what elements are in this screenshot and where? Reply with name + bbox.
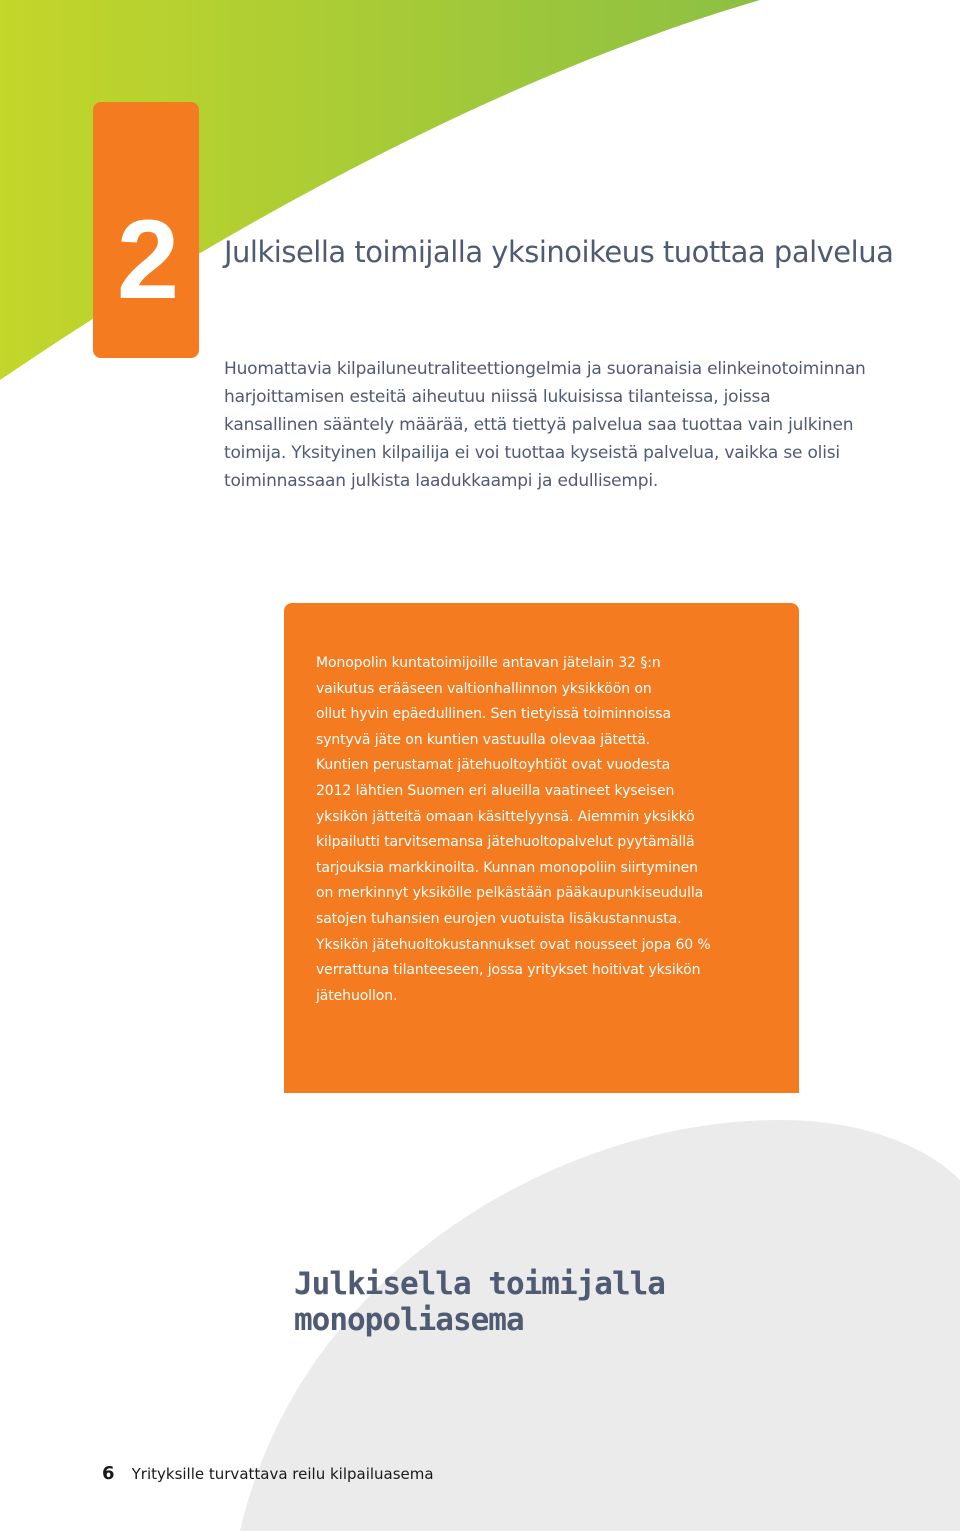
callout-line: yksikön jätteitä omaan käsittelyynsä. Aiemmin yksikkö [316,808,695,825]
callout-line: tarjouksia markkinoilta. Kunnan monopoliin siirtyminen [316,859,698,876]
callout-line: satojen tuhansien eurojen vuotuista lisäkustannusta. [316,910,682,927]
bottom-heading-line: Julkisella toimijalla [294,1266,665,1302]
callout-line: vaikutus erääseen valtionhallinnon yksikköön on [316,680,652,697]
callout-line: Kuntien perustamat jätehuoltoyhtiöt ovat vuodesta [316,757,671,774]
page-footer [102,1463,434,1484]
footer-title: Yrityksille turvattava reilu kilpailuasema [131,1465,434,1483]
callout-line: syntyvä jäte on kuntien vastuulla olevaa jätettä. [316,731,651,748]
bottom-heading [294,1266,665,1338]
intro-line: toiminnassaan julkista laadukkaampi ja edullisempi. [224,471,659,491]
callout-line: Monopolin kuntatoimijoille antavan jätelain 32 §:n [316,655,661,671]
callout-line: on merkinnyt yksikölle pelkästään pääkaupunkiseudulla [316,885,704,902]
callout-line: jätehuollon. [316,987,398,1004]
callout-line: 2012 lähtien Suomen eri alueilla vaatineet kyseisen [316,782,675,799]
section-title: Julkisella toimijalla yksinoikeus tuottaa palvelua [224,235,894,269]
callout-line: verrattuna tilanteeseen, jossa yritykset hoitivat yksikön [316,962,701,979]
callout-line: Yksikön jätehuoltokustannukset ovat nousseet jopa 60 % [316,936,711,953]
page-number: 6 [102,1463,115,1484]
intro-line: kansallinen sääntely määrää, että tiettyä palvelua saa tuottaa vain julkinen [224,415,854,435]
intro-line: harjoittamisen esteitä aiheutuu niissä lukuisissa tilanteissa, joissa [224,387,771,407]
intro-line: toimija. Yksityinen kilpailija ei voi tuottaa kyseistä palvelua, vaikka se olisi [224,443,840,463]
intro-paragraph [224,355,960,495]
bottom-heading-line: monopoliasema [294,1302,524,1338]
chapter-number: 2 [116,197,176,322]
callout-line: kilpailutti tarvitsemansa jätehuoltopalvelut pyytämällä [316,834,695,851]
callout-text [316,651,786,1009]
intro-line: Huomattavia kilpailuneutraliteettiongelmia ja suoranaisia elinkeinotoiminnan [224,359,866,379]
callout-line: ollut hyvin epäedullinen. Sen tietyissä toiminnoissa [316,706,671,723]
